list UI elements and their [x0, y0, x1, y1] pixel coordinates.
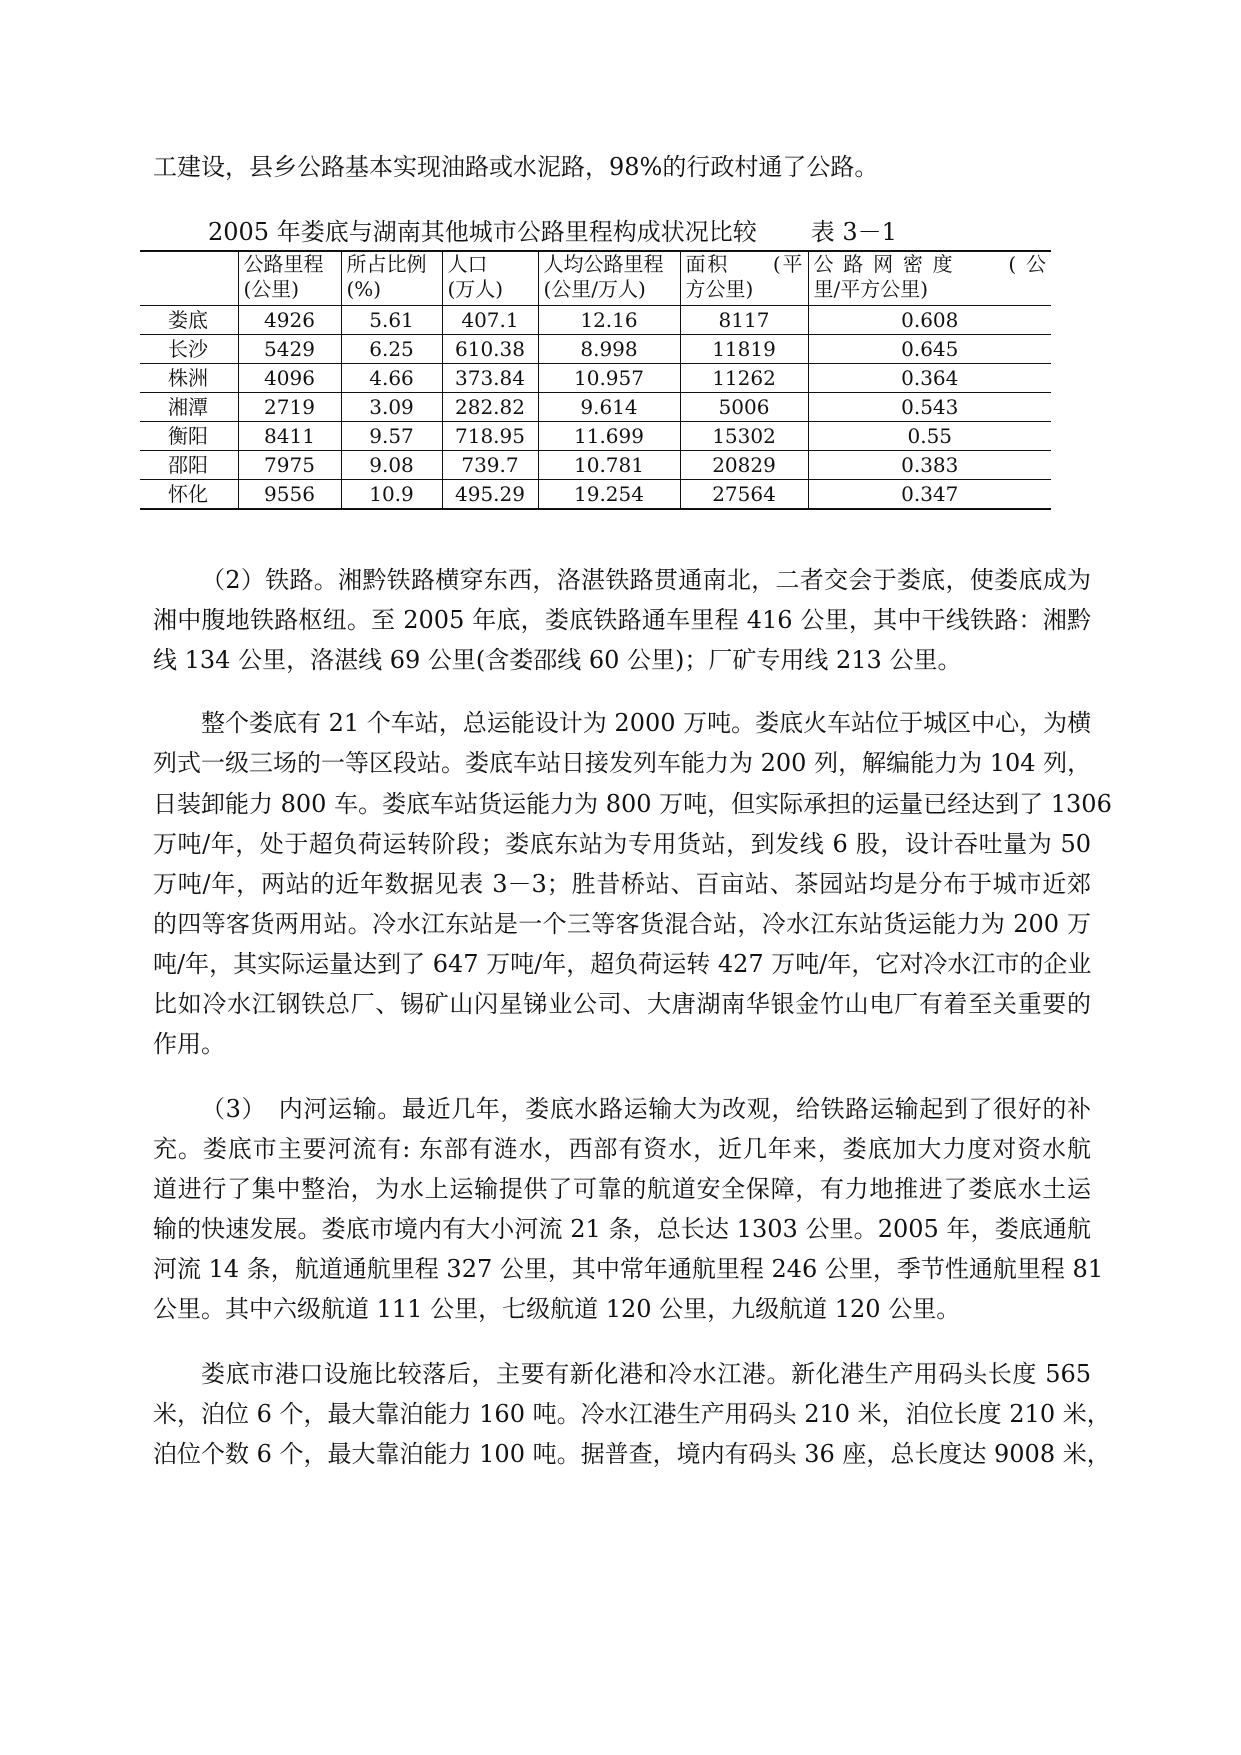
- table-cell: 718.95: [442, 422, 538, 451]
- table-cell: 15302: [680, 422, 808, 451]
- city-cell: 怀化: [140, 480, 238, 510]
- highway-mileage-table: [140, 250, 1051, 510]
- table-cell: 11819: [680, 335, 808, 364]
- table-row: [140, 393, 1051, 422]
- table-cell: 20829: [680, 451, 808, 480]
- paragraph-ports-line: 娄底市港口设施比较落后，主要有新化港和冷水江港。新化港生产用码头长度 565: [201, 1360, 1091, 1388]
- table-cell: 8.998: [538, 335, 680, 364]
- table-cell: 9556: [238, 480, 341, 510]
- table-cell: 4926: [238, 306, 341, 335]
- paragraph-waterway-line: （3） 内河运输。最近几年，娄底水路运输大为改观，给铁路运输起到了很好的补: [201, 1095, 1091, 1123]
- paragraph-stations-line: 的四等客货两用站。冷水江东站是一个三等客货混合站，冷水江东站货运能力为 200 万: [153, 910, 1091, 938]
- header-cell: 公路网密度 (公 里/平方公里): [808, 251, 1051, 306]
- table-row: [140, 364, 1051, 393]
- header-cell: 人口 (万人): [442, 251, 538, 306]
- table-cell: 739.7: [442, 451, 538, 480]
- table-cell: 4.66: [341, 364, 442, 393]
- table-caption-title: 2005 年娄底与湖南其他城市公路里程构成状况比较: [208, 218, 757, 246]
- paragraph-ports-line: 米，泊位 6 个，最大靠泊能力 160 吨。冷水江港生产用码头 210 米，泊位长度 210 米，: [153, 1400, 1111, 1428]
- table-caption: [208, 215, 897, 249]
- table-row: [140, 451, 1051, 480]
- paragraph-railway-line: 线 134 公里，洛湛线 69 公里(含娄邵线 60 公里)；厂矿专用线 213 公里。: [153, 646, 962, 674]
- table-header-row: [140, 251, 1051, 306]
- paragraph-stations-line: 比如冷水江钢铁总厂、锡矿山闪星锑业公司、大唐湖南华银金竹山电厂有着至关重要的: [153, 990, 1091, 1018]
- table-cell: 2719: [238, 393, 341, 422]
- table-cell: 5006: [680, 393, 808, 422]
- paragraph-stations-line: 作用。: [153, 1030, 225, 1058]
- paragraph-waterway-line: 河流 14 条，航道通航里程 327 公里，其中常年通航里程 246 公里，季节性通航里程 81: [153, 1255, 1104, 1283]
- table-cell: 7975: [238, 451, 341, 480]
- header-cell: 所占比例 (%): [341, 251, 442, 306]
- table-cell: 0.347: [808, 480, 1051, 510]
- table-cell: 495.29: [442, 480, 538, 510]
- table-row: [140, 306, 1051, 335]
- table-caption-tag: 表 3－1: [810, 218, 897, 246]
- table-cell: 0.645: [808, 335, 1051, 364]
- table-cell: 9.08: [341, 451, 442, 480]
- header-cell: 面积 (平 方公里): [680, 251, 808, 306]
- table-cell: 0.383: [808, 451, 1051, 480]
- table-cell: 9.614: [538, 393, 680, 422]
- table-cell: 10.781: [538, 451, 680, 480]
- table-cell: 5429: [238, 335, 341, 364]
- paragraph-stations-line: 万吨/年，处于超负荷运转阶段；娄底东站为专用货站，到发线 6 股，设计吞吐量为 50: [153, 830, 1091, 858]
- city-cell: 衡阳: [140, 422, 238, 451]
- city-cell: 邵阳: [140, 451, 238, 480]
- city-cell: 株洲: [140, 364, 238, 393]
- table-cell: 9.57: [341, 422, 442, 451]
- table-cell: 0.364: [808, 364, 1051, 393]
- table-cell: 10.9: [341, 480, 442, 510]
- header-cell: 公路里程 (公里): [238, 251, 341, 306]
- table-cell: 19.254: [538, 480, 680, 510]
- table-cell: 8411: [238, 422, 341, 451]
- table-cell: 373.84: [442, 364, 538, 393]
- table-cell: 8117: [680, 306, 808, 335]
- table-cell: 11.699: [538, 422, 680, 451]
- paragraph-waterway-line: 充。娄底市主要河流有: 东部有涟水，西部有资水，近几年来，娄底加大力度对资水航: [153, 1135, 1091, 1163]
- table-cell: 610.38: [442, 335, 538, 364]
- table-cell: 12.16: [538, 306, 680, 335]
- table-cell: 3.09: [341, 393, 442, 422]
- table-cell: 10.957: [538, 364, 680, 393]
- table-cell: 0.608: [808, 306, 1051, 335]
- paragraph-waterway-line: 公里。其中六级航道 111 公里，七级航道 120 公里，九级航道 120 公里。: [153, 1295, 961, 1323]
- header-cell: [140, 251, 238, 306]
- paragraph-stations-line: 万吨/年，两站的近年数据见表 3－3；胜昔桥站、百亩站、茶园站均是分布于城市近郊: [153, 870, 1091, 898]
- paragraph-stations-line: 整个娄底有 21 个车站，总运能设计为 2000 万吨。娄底火车站位于城区中心，为横: [201, 709, 1092, 737]
- table-cell: 0.55: [808, 422, 1051, 451]
- paragraph-stations-line: 日装卸能力 800 车。娄底车站货运能力为 800 万吨，但实际承担的运量已经达到了 1306: [153, 790, 1112, 818]
- table-cell: 407.1: [442, 306, 538, 335]
- table-row: [140, 480, 1051, 510]
- table-cell: 282.82: [442, 393, 538, 422]
- paragraph-ports-line: 泊位个数 6 个，最大靠泊能力 100 吨。据普查，境内有码头 36 座，总长度达 9008 米，: [153, 1440, 1111, 1468]
- header-cell: 人均公路里程 (公里/万人): [538, 251, 680, 306]
- table-cell: 6.25: [341, 335, 442, 364]
- table-cell: 11262: [680, 364, 808, 393]
- city-cell: 娄底: [140, 306, 238, 335]
- table-row: [140, 335, 1051, 364]
- paragraph-stations-line: 吨/年，其实际运量达到了 647 万吨/年，超负荷运转 427 万吨/年，它对冷水江市的企业: [153, 950, 1092, 978]
- table-cell: 27564: [680, 480, 808, 510]
- paragraph-railway-line: 湘中腹地铁路枢纽。至 2005 年底，娄底铁路通车里程 416 公里，其中干线铁路：湘黔: [153, 606, 1091, 634]
- table-cell: 0.543: [808, 393, 1051, 422]
- table-row: [140, 422, 1051, 451]
- paragraph-railway-line: （2）铁路。湘黔铁路横穿东西，洛湛铁路贯通南北，二者交会于娄底，使娄底成为: [201, 566, 1091, 594]
- paragraph-stations-line: 列式一级三场的一等区段站。娄底车站日接发列车能力为 200 列，解编能力为 104 列，: [153, 749, 1092, 777]
- table-cell: 5.61: [341, 306, 442, 335]
- text-line: 工建设，县乡公路基本实现油路或水泥路，98%的行政村通了公路。: [153, 153, 879, 181]
- paragraph-waterway-line: 输的快速发展。娄底市境内有大小河流 21 条，总长达 1303 公里。2005 年，娄底通航: [153, 1215, 1091, 1243]
- table-cell: 4096: [238, 364, 341, 393]
- city-cell: 湘潭: [140, 393, 238, 422]
- city-cell: 长沙: [140, 335, 238, 364]
- paragraph-waterway-line: 道进行了集中整治，为水上运输提供了可靠的航道安全保障，有力地推进了娄底水土运: [153, 1175, 1091, 1203]
